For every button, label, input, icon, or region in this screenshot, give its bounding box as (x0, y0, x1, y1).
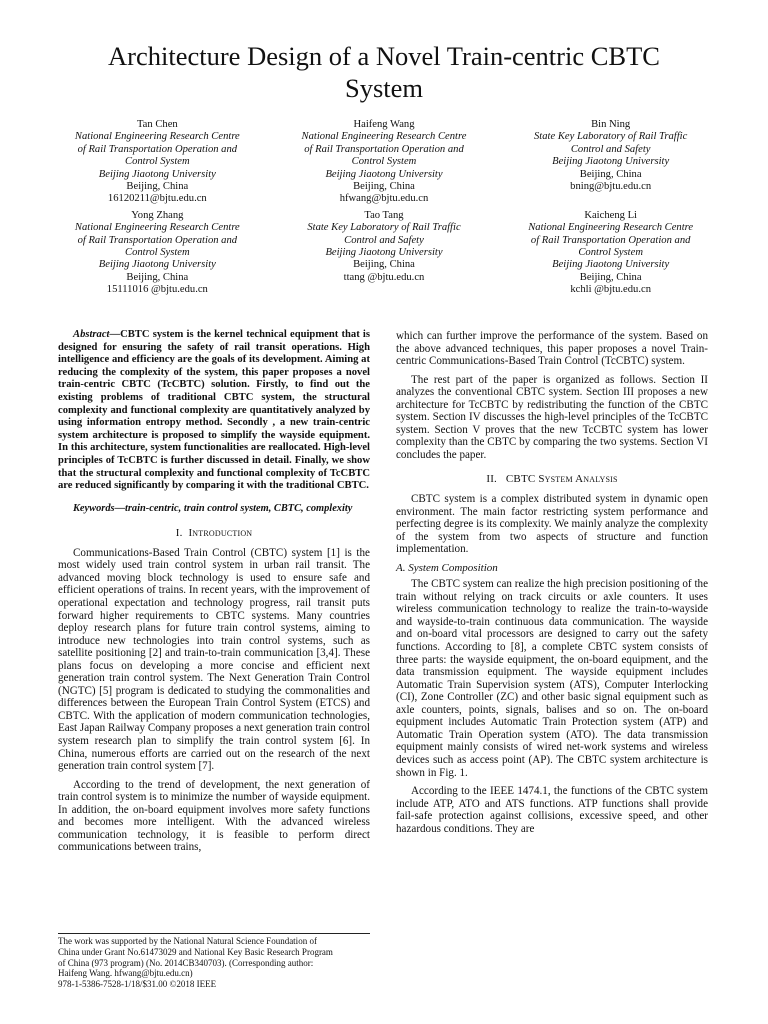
author-name: Tan Chen (136, 119, 178, 130)
author-affiliation: Control System (578, 247, 643, 259)
subsection-heading-system-composition: A. System Composition (396, 561, 498, 574)
footnote-line: China under Grant No.61473029 and National Key Basic Research Program (58, 946, 333, 957)
author-affiliation: Beijing Jiaotong University (98, 259, 216, 271)
intro-paragraph-1: Communications-Based Train Control (CBTC) system [1] is the most widely used train control system in urban rail transit. The advanced moving block technology is used to ensure safe and efficient operations of trains. In recent years, with the improvement of operational expectation and technology progress, rail transit puts forward higher requirements to CBTC systems. Many countries deploy research plans for future train control systems, aiming to introduce new technologies into train control systems, such as satellite positioning [2] and train-to-train communication [3,4]. These plans focus on developing a more concise and efficient next generation train control system. The Next Generation Train Control (NGTC) [5] program is dedicated to studying the commonalities and differences between the European Train Control System (ETCS) and CBTC. With the application of modern communication technologies, East Japan Railway Company proposes a next generation train control system research plan to simplify the train control system [6]. In China, numerous efforts are carried out on the research of the next generation train control system [7]. (58, 546, 370, 773)
author-affiliation: Beijing Jiaotong University (552, 156, 670, 168)
author-name: Kaicheng Li (584, 209, 637, 221)
author-affiliation: Control System (125, 156, 190, 168)
author-email: 15111016 @bjtu.edu.cn (106, 284, 208, 296)
title-line-2: System (344, 73, 424, 103)
author-email: ttang @bjtu.edu.cn (343, 271, 425, 283)
section-heading-introduction (58, 527, 370, 540)
author-affiliation: Control System (125, 247, 190, 259)
footnote-line: Haifeng Wang. hfwang@bjtu.edu.cn) (58, 968, 193, 979)
author-card (44, 210, 271, 297)
author-affiliation: of Rail Transportation Operation and (530, 234, 691, 246)
footnote (58, 933, 370, 990)
abstract-label: Abstract (73, 329, 110, 340)
keywords: Keywords—train-centric, train control system, CBTC, complexity (73, 502, 353, 514)
section-number: II. (486, 473, 498, 486)
author-name: Bin Ning (591, 119, 631, 130)
author-name: Haifeng Wang (353, 119, 415, 130)
author-email: 16120211@bjtu.edu.cn (107, 193, 207, 205)
section-number: I. (175, 527, 183, 540)
author-card (271, 210, 498, 297)
author-affiliation: State Key Laboratory of Rail Traffic (307, 222, 461, 234)
intro-paragraph-3: which can further improve the performance of the system. Based on the above advanced techniques, this paper proposes a novel Train-centric Communications-Based Train Control (TcCBTC) system. (396, 330, 708, 368)
author-city: Beijing, China (126, 181, 189, 193)
left-column (58, 329, 370, 860)
author-city: Beijing, China (579, 168, 642, 180)
author-affiliation: of Rail Transportation Operation and (77, 143, 238, 155)
intro-paragraph-4: The rest part of the paper is organized as follows. Section II analyzes the conventional CBTC system. Section III proposes a new architecture for TcCBTC by redistributing the function of the CBTC system. Section IV discusses the high-level principles of the TcCBTC system. Section V proves that the new TcCBTC system has lower complexity than the CBTC by comparing the two systems. Section VI concludes the paper. (396, 373, 708, 461)
author-affiliation: State Key Laboratory of Rail Traffic (534, 131, 688, 143)
author-card (44, 119, 271, 206)
author-email: hfwang@bjtu.edu.cn (339, 193, 429, 205)
author-city: Beijing, China (353, 181, 415, 193)
paper-title (40, 40, 728, 104)
author-block (44, 119, 724, 297)
section-title: CBTC System Analysis (505, 473, 618, 486)
title-line-1: Architecture Design of a Novel Train-centric CBTC (108, 41, 660, 71)
abstract (58, 329, 370, 493)
author-email: bning@bjtu.edu.cn (570, 181, 652, 193)
author-card (271, 119, 498, 206)
right-column (396, 330, 708, 841)
author-city: Beijing, China (353, 259, 415, 271)
author-affiliation: National Engineering Research Centre (528, 222, 694, 234)
section-title: Introduction (188, 527, 253, 540)
author-email: kchli @bjtu.edu.cn (570, 284, 651, 296)
copyright-line: 978-1-5386-7528-1/18/$31.00 ©2018 IEEE (58, 979, 217, 990)
author-card (497, 210, 724, 297)
abstract-text: —CBTC system is the kernel technical equipment that is designed for ensuring the safety of rail transit operations. High intelligence and efficiency are the goals of its development. Aiming at reducing the complexity of the system, this paper proposes a novel train-centric CBTC (TcCBTC) solution. Firstly, to find out the existing problems of traditional CBTC system, the structural complexity and functional complexity are quantitatively analyzed by using information entropy method. Secondly , a new train-centric system architecture is proposed to simplify the wayside equipment. In this architecture, system functionalities are reallocated. High-level principles of TcCBTC is further discussed in detail. Finally, we show that the structural complexity and functional complexity of TcCBTC are reduced significantly by comparing it with the traditional CBTC. (58, 329, 370, 492)
section2-paragraph-1: CBTC system is a complex distributed system in dynamic open environment. The main factor restricting system performance and perfecting degree is its complexity. We mainly analyze the complexity of the system from two aspects of structure and function implementation. (396, 493, 708, 556)
author-affiliation: National Engineering Research Centre (301, 131, 467, 143)
author-city: Beijing, China (579, 271, 642, 283)
author-affiliation: Beijing Jiaotong University (325, 168, 443, 180)
author-name: Tao Tang (364, 209, 404, 221)
author-affiliation: Beijing Jiaotong University (325, 247, 443, 259)
author-affiliation: Control and Safety (570, 143, 651, 155)
author-city: Beijing, China (126, 271, 189, 283)
author-affiliation: Beijing Jiaotong University (98, 168, 216, 180)
section2a-paragraph-2: According to the IEEE 1474.1, the functions of the CBTC system include ATP, ATO and ATS functions. ATP functions shall provide fail-safe protection against collisions, excessive speed, and other hazardous conditions. They are (396, 785, 708, 835)
footnote-line: of China (973 program) (No. 2014CB340703). (Corresponding author: (58, 957, 314, 968)
author-affiliation: of Rail Transportation Operation and (304, 143, 464, 155)
author-name: Yong Zhang (131, 209, 184, 221)
author-affiliation: Beijing Jiaotong University (552, 259, 670, 271)
author-affiliation: National Engineering Research Centre (74, 131, 240, 143)
section2a-paragraph-1: The CBTC system can realize the high precision positioning of the train without relying on track circuits or axle counters. It uses wireless communication technology to realize the train-to-wayside and wayside-to-train continuous data communication. The wayside and on-board vital processors are designed to carry out the safety functions. According to [8], a complete CBTC system consists of three parts: the wayside equipment, the on-board equipment, and the data transmission equipment. The wayside equipment includes Automatic Train Supervision system (ATS), Computer Interlocking (CI), Zone Controller (ZC) and other basic signal equipment such as axle counters, points, signals, balises and so on. The on-board equipment includes Automatic Train Protection system (ATP) and Automatic Train Operation system (ATO). The data transmission equipment mainly consists of wired net-work systems and wireless devices such as access point (AP). The CBTC system architecture is shown in Fig. 1. (396, 578, 708, 779)
author-affiliation: National Engineering Research Centre (74, 222, 240, 234)
intro-paragraph-2: According to the trend of development, the next generation of train control system is to minimize the number of wayside equipment. In addition, the on-board equipment involves more safety functions and becomes more intelligent. With the advanced wireless communication technology, it is feasible to perform direct communications between trains, (58, 778, 370, 854)
section-heading-cbtc-analysis (396, 473, 708, 486)
author-affiliation: Control and Safety (344, 234, 424, 246)
author-affiliation: Control System (351, 156, 417, 168)
author-card (497, 119, 724, 206)
author-affiliation: of Rail Transportation Operation and (77, 234, 238, 246)
footnote-line: The work was supported by the National Natural Science Foundation of (58, 936, 317, 946)
